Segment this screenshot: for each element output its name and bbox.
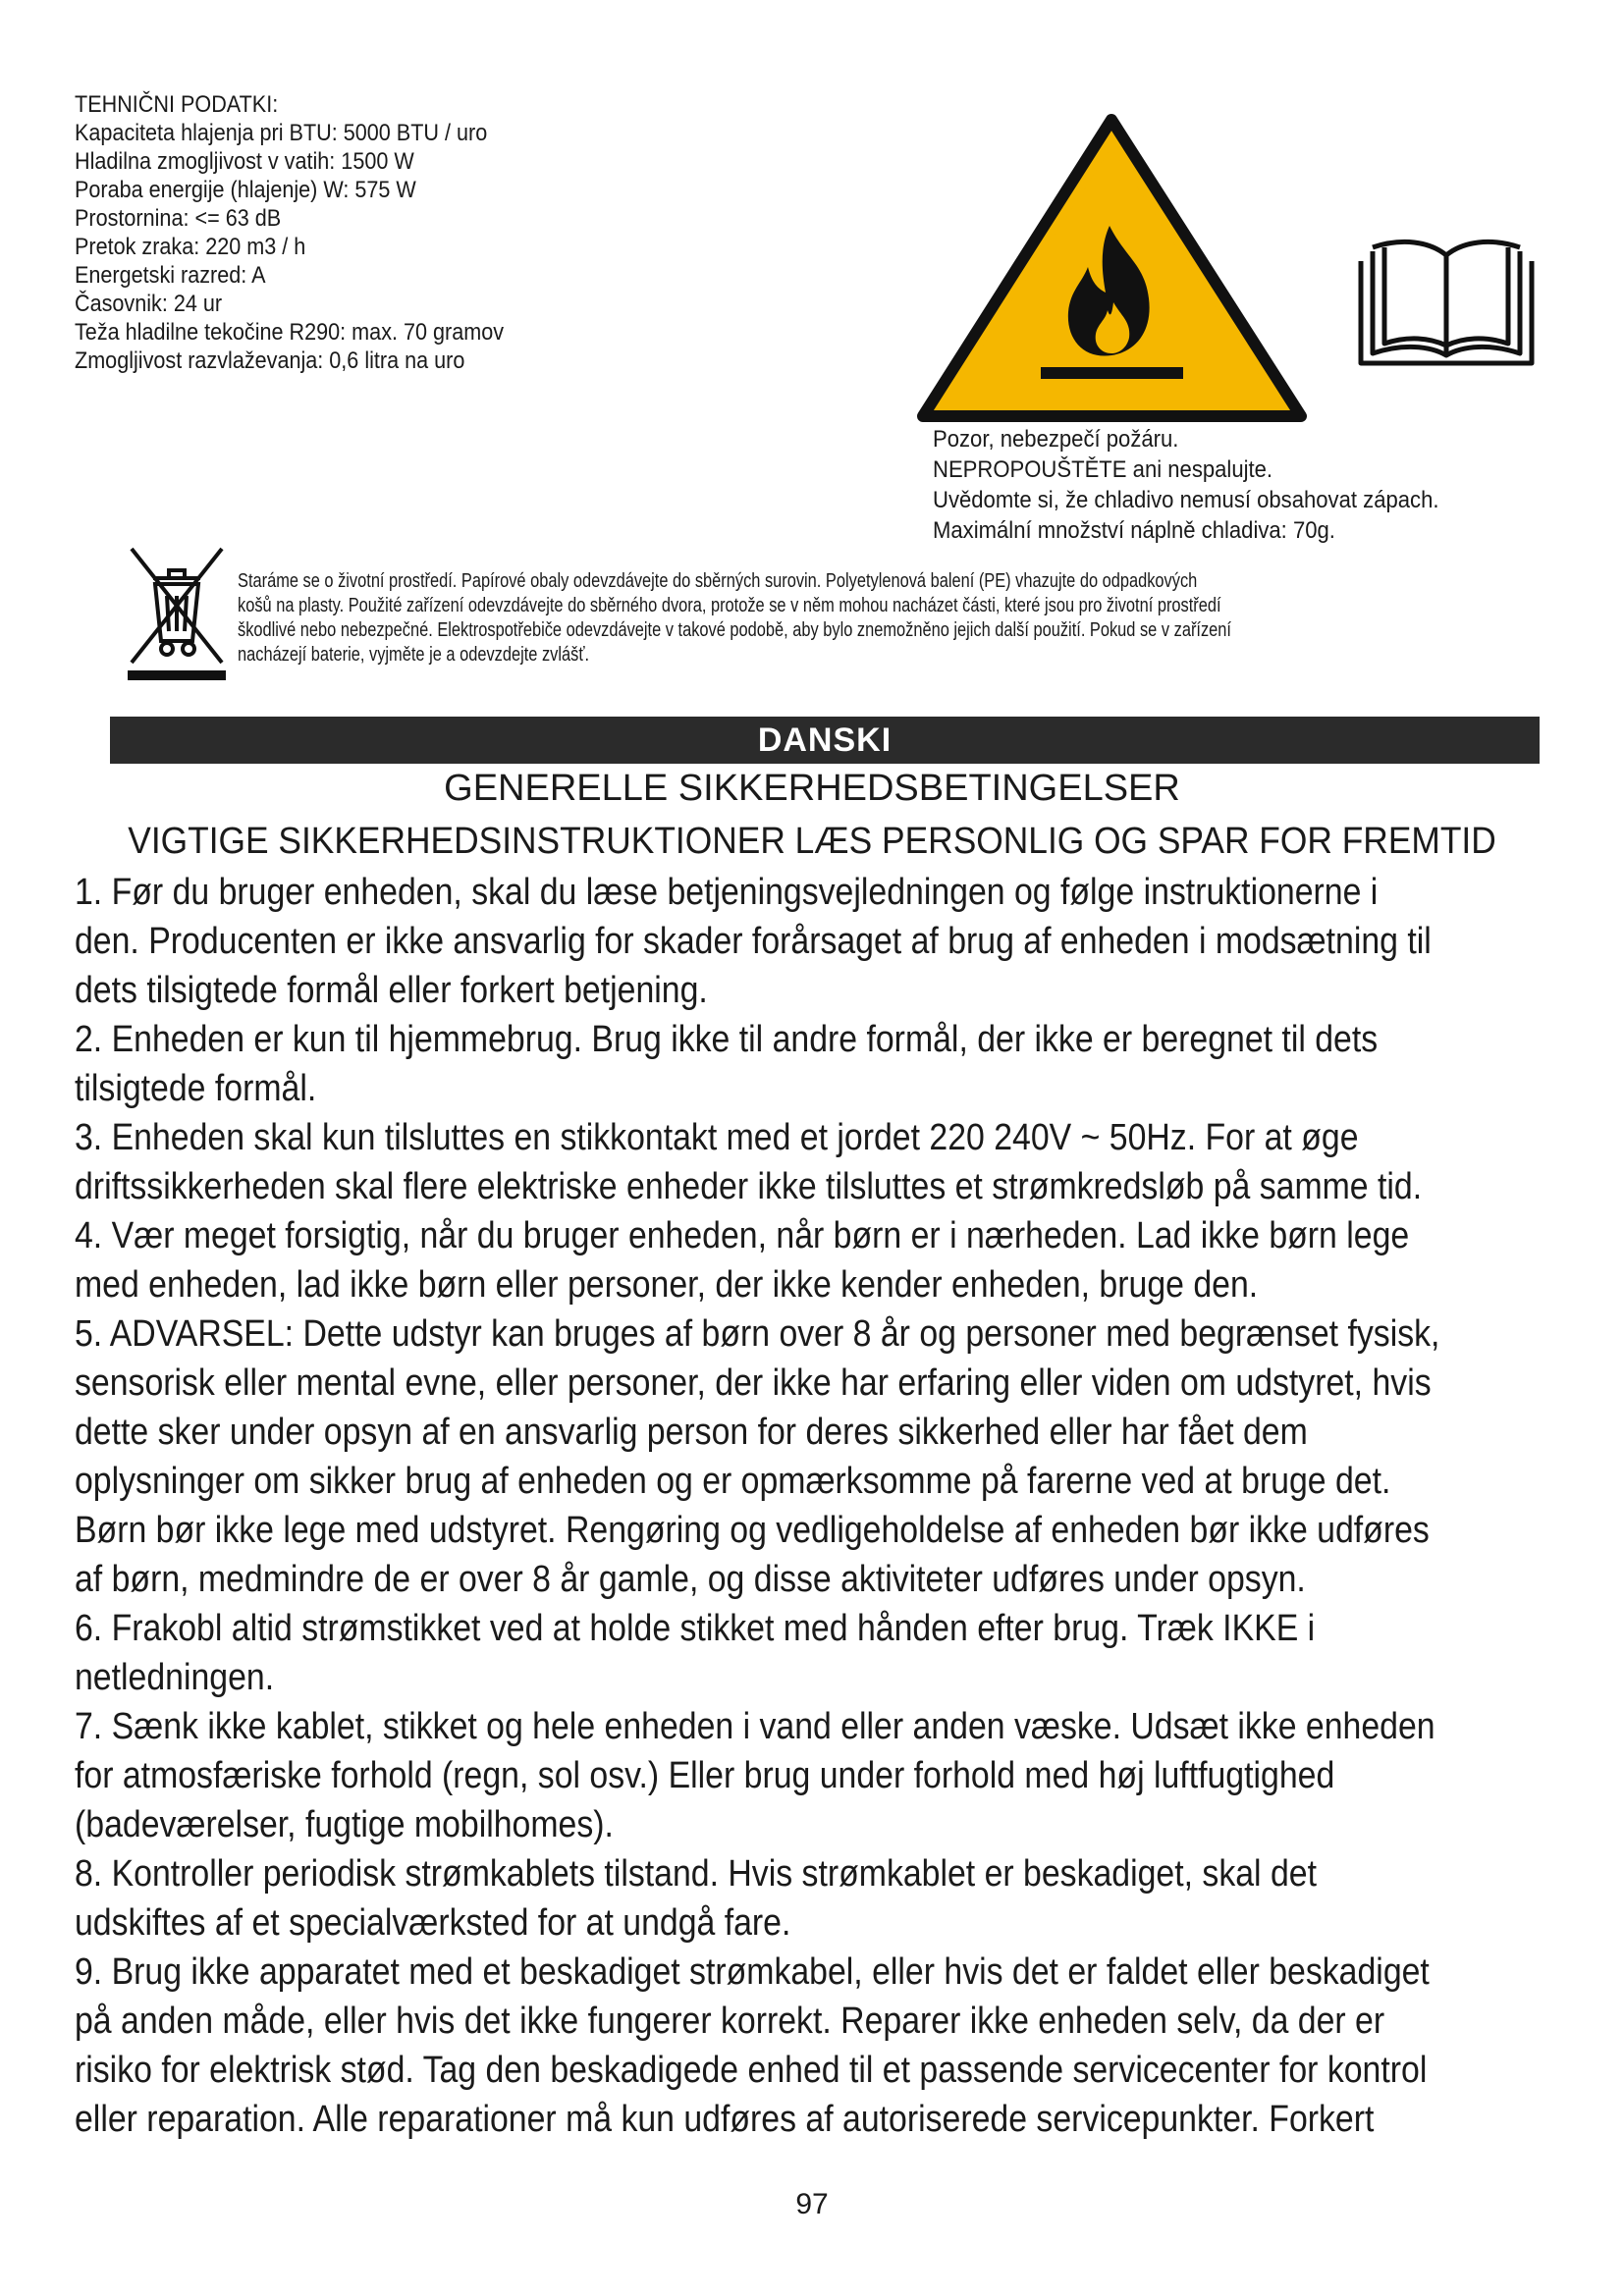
technical-specs xyxy=(75,90,623,375)
safety-instructions xyxy=(75,868,1440,2144)
warning-line: Uvědomte si, že chladivo nemusí obsahovat zápach. xyxy=(933,487,1439,513)
instruction-line: af børn, medmindre de er over 8 år gamle, og disse aktiviteter udføres under opsyn. xyxy=(75,1559,1306,1600)
warning-line: Pozor, nebezpečí požáru. xyxy=(933,426,1179,453)
spec-line: Kapaciteta hlajenja pri BTU: 5000 BTU / uro xyxy=(75,120,488,146)
instruction-line: 2. Enheden er kun til hjemmebrug. Brug ikke til andre formål, der ikke er beregnet til dets xyxy=(75,1019,1379,1060)
spec-line: TEHNIČNI PODATKI: xyxy=(75,91,279,118)
language-section-bar: DANSKI xyxy=(110,717,1540,764)
recycling-line: škodlivé nebo nebezpečné. Elektrospotřebiče odevzdávejte v takové podobě, aby bylo znemožněno jejich další použití. Pokud se v zařízení xyxy=(238,619,1231,641)
instruction-line: på anden måde, eller hvis det ikke fungerer korrekt. Reparer ikke enheden selv, da der er xyxy=(75,2001,1385,2042)
read-manual-icon xyxy=(1353,234,1540,371)
instruction-line: sensorisk eller mental evne, eller personer, der ikke har erfaring eller viden om udstyret, hvis xyxy=(75,1362,1432,1404)
instruction-line: 1. Før du bruger enheden, skal du læse betjeningsvejledningen og følge instruktionerne i xyxy=(75,872,1379,913)
section-title: GENERELLE SIKKERHEDSBETINGELSER xyxy=(444,768,1180,809)
instruction-line: risiko for elektrisk stød. Tag den beskadigede enhed til et passende servicecenter for kontrol xyxy=(75,2050,1428,2091)
instruction-line: den. Producenten er ikke ansvarlig for skader forårsaget af brug af enheden i modsætning til xyxy=(75,921,1432,962)
instruction-line: (badeværelser, fugtige mobilhomes). xyxy=(75,1804,614,1845)
spec-line: Teža hladilne tekočine R290: max. 70 gramov xyxy=(75,319,505,346)
recycling-line: Staráme se o životní prostředí. Papírové obaly odevzdávejte do sběrných surovin. Polyetylenová balení (PE) vhazujte do odpadkových xyxy=(238,570,1198,592)
flammable-warning-icon xyxy=(913,110,1311,426)
page-number: 97 xyxy=(795,2188,829,2220)
recycling-notice xyxy=(238,569,1325,667)
section-subtitle: VIGTIGE SIKKERHEDSINSTRUKTIONER LÆS PERSONLIG OG SPAR FOR FREMTID xyxy=(128,821,1496,862)
spec-line: Poraba energije (hlajenje) W: 575 W xyxy=(75,177,416,203)
instruction-line: 4. Vær meget forsigtig, når du bruger enheden, når børn er i nærheden. Lad ikke børn lege xyxy=(75,1215,1410,1256)
spec-line: Pretok zraka: 220 m3 / h xyxy=(75,234,306,260)
instruction-line: 3. Enheden skal kun tilsluttes en stikkontakt med et jordet 220 240V ~ 50Hz. For at øge xyxy=(75,1117,1359,1158)
instruction-line: 5. ADVARSEL: Dette udstyr kan bruges af børn over 8 år og personer med begrænset fysisk, xyxy=(75,1313,1440,1355)
instruction-line: 7. Sænk ikke kablet, stikket og hele enheden i vand eller anden væske. Udsæt ikke enheden xyxy=(75,1706,1435,1747)
instruction-line: Børn bør ikke lege med udstyret. Rengøring og vedligeholdelse af enheden bør ikke udføres xyxy=(75,1510,1430,1551)
instruction-line: netledningen. xyxy=(75,1657,275,1698)
instruction-line: oplysninger om sikker brug af enheden og er opmærksomme på farerne ved at bruge det. xyxy=(75,1461,1391,1502)
instruction-line: dette sker under opsyn af en ansvarlig person for deres sikkerhed eller har fået dem xyxy=(75,1412,1308,1453)
recycling-line: košů na plasty. Použité zařízení odevzdávejte do sběrného dvora, protože se v něm mohou nacházet části, které jsou pro životní prostředí xyxy=(238,595,1221,616)
instruction-line: 6. Frakobl altid strømstikket ved at holde stikket med hånden efter brug. Træk IKKE i xyxy=(75,1608,1316,1649)
spec-line: Časovnik: 24 ur xyxy=(75,291,223,317)
instruction-line: driftssikkerheden skal flere elektriske enheder ikke tilsluttes et strømkredsløb på samme tid. xyxy=(75,1166,1423,1207)
recycling-line: nacházejí baterie, vyjměte je a odevzdejte zvlášť. xyxy=(238,644,590,666)
warning-line: Maximální množství náplně chladiva: 70g. xyxy=(933,517,1335,544)
instruction-line: dets tilsigtede formål eller forkert betjening. xyxy=(75,970,708,1011)
instruction-line: for atmosfæriske forhold (regn, sol osv.) Eller brug under forhold med høj luftfugtighed xyxy=(75,1755,1335,1796)
instruction-line: udskiftes af et specialværksted for at undgå fare. xyxy=(75,1902,791,1944)
instruction-line: tilsigtede formål. xyxy=(75,1068,317,1109)
spec-line: Hladilna zmogljivost v vatih: 1500 W xyxy=(75,148,414,175)
instruction-line: 9. Brug ikke apparatet med et beskadiget strømkabel, eller hvis det er faldet eller beskadiget xyxy=(75,1951,1430,1993)
spec-line: Zmogljivost razvlaževanja: 0,6 litra na uro xyxy=(75,347,465,374)
spec-line: Energetski razred: A xyxy=(75,262,266,289)
flammable-warning-notes xyxy=(933,424,1529,546)
instruction-line: med enheden, lad ikke børn eller personer, der ikke kender enheden, bruge den. xyxy=(75,1264,1259,1306)
warning-line: NEPROPOUŠTĚTE ani nespalujte. xyxy=(933,456,1273,483)
crossed-bin-icon xyxy=(124,545,230,682)
spec-line: Prostornina: <= 63 dB xyxy=(75,205,282,232)
instruction-line: eller reparation. Alle reparationer må kun udføres af autoriserede servicepunkter. Forkert xyxy=(75,2099,1375,2140)
instruction-line: 8. Kontroller periodisk strømkablets tilstand. Hvis strømkablet er beskadiget, skal det xyxy=(75,1853,1317,1895)
